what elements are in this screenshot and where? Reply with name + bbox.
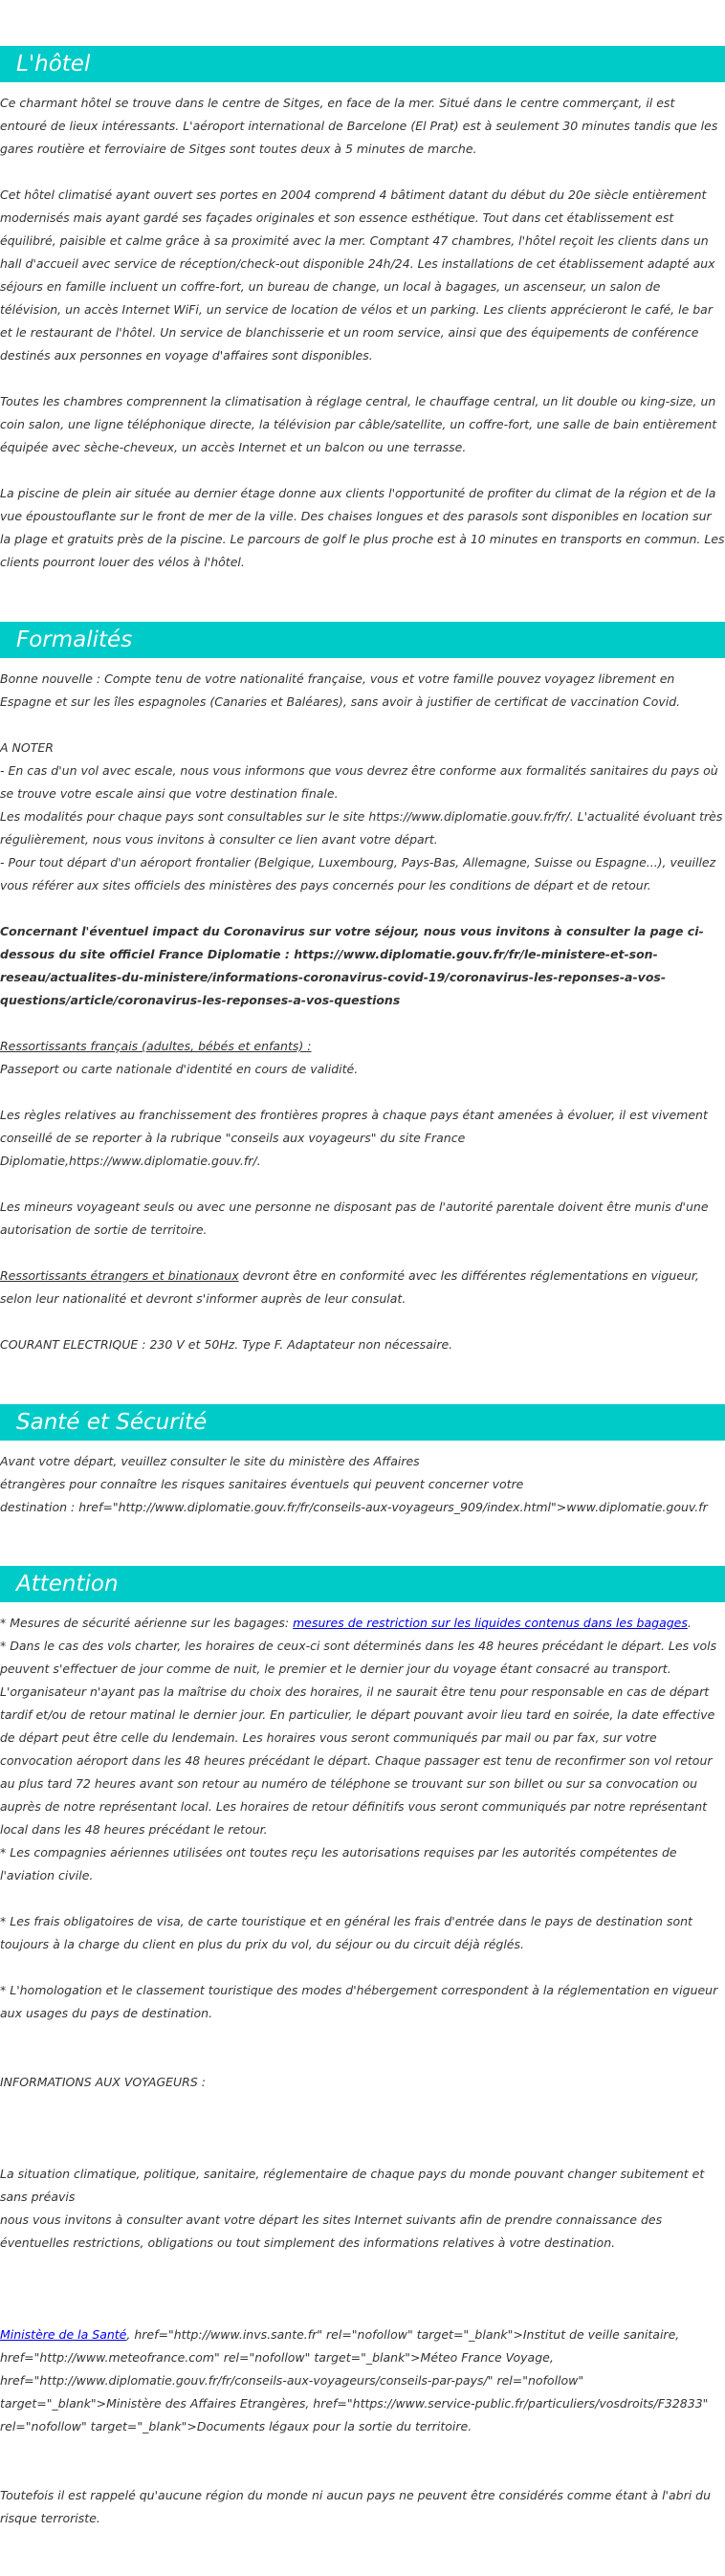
punctuation: .	[687, 1616, 692, 1630]
airlines-item: * Les compagnies aériennes utilisées ont toutes reçu les autorisations requises par les autorités compétentes de l'aviation civile.	[0, 1845, 677, 1882]
french-nationals-text: Passeport ou carte nationale d'identité en cours de validité.	[0, 1062, 359, 1076]
foreign-nationals-text: devront être en conformité avec les différentes réglementations en vigueur, selon leur nationalité et devront s'informer auprès de leur consulat.	[0, 1268, 699, 1306]
attention-body	[0, 1602, 725, 2530]
luggage-security-text: * Mesures de sécurité aérienne sur les bagages:	[0, 1616, 294, 1630]
formalites-intro: Bonne nouvelle : Compte tenu de votre nationalité française, vous et votre famille pouvez voyagez librement en Espagne et sur les îles espagnoles (Canaries et Baléares), sans avoir à justifier de certificat de vaccination Covid.	[0, 672, 681, 709]
hotel-heading: L'hôtel	[0, 46, 725, 82]
foreign-nationals-heading: Ressortissants étrangers et binationaux	[0, 1268, 239, 1283]
note-line: Les modalités pour chaque pays sont consultables sur le site https://www.diplomatie.gouv.fr/fr/. L'actualité évoluant très régulièrement, nous vous invitons à consulter ce lien avant votre départ.	[0, 809, 723, 847]
liquids-restriction-link[interactable]: mesures de restriction sur les liquides contenus dans les bagages	[293, 1616, 688, 1630]
note-line: - En cas d'un vol avec escale, nous vous informons que vous devrez être conforme aux formalités sanitaires du pays où se trouve votre escale ainsi que votre destination finale.	[0, 763, 718, 801]
info-line: nous vous invitons à consulter avant votre départ les sites Internet suivants afin de prendre connaissance des éventuelles restrictions, obligations ou tout simplement des informations relatives à votre destination.	[0, 2213, 663, 2250]
links-text: , href="http://www.invs.sante.fr" rel="nofollow" target="_blank">Institut de veille sanitaire, href="http://www.meteofrance.com" rel="nofollow" target="_blank">Méteo France Voyage, href="http://www.diplomatie.gouv.fr/fr/conseils-aux-voyageurs/conseils-par-pays/" rel="nofollow" target="_blank">Ministère des Affaires Etrangères, href="https://www.service-public.fr/particuliers/vosdroits/F32833" rel="nofollow" target="_blank">Documents légaux pour la sortie du territoire.	[0, 2327, 709, 2433]
hotel-paragraph: Ce charmant hôtel se trouve dans le centre de Sitges, en face de la mer. Situé dans le centre commerçant, il est entouré de lieux intéressants. L'aéroport international de Barcelone (El Prat) est à seulement 30 minutes tandis que les gares routière et ferroviaire de Sitges sont toutes deux à 5 minutes de marche.	[0, 96, 718, 156]
electric-info: COURANT ELECTRIQUE : 230 V et 50Hz. Type F. Adaptateur non nécessaire.	[0, 1337, 453, 1352]
foreign-nationals-paragraph	[0, 1265, 725, 1310]
hotel-paragraph: Cet hôtel climatisé ayant ouvert ses portes en 2004 comprend 4 bâtiment datant du début du 20e siècle entièrement modernisés mais ayant gardé ses façades originales et son essence esthétique. Tout dans cet établissement est équilibré, paisible et calme grâce à sa proximité avec la mer. Comptant 47 chambres, l'hôtel reçoit les clients dans un hall d'accueil avec service de réception/check-out disponible 24h/24. Les installations de cet établissement adapté aux séjours en famille incluent un coffre-fort, un bureau de change, un local à bagages, un ascenseur, un salon de télévision, un accès Internet WiFi, un service de location de vélos et un parking. Les clients apprécieront le café, le bar et le restaurant de l'hôtel. Un service de blanchisserie et un room service, ainsi que des équipements de conférence destinés aux personnes en voyage d'affaires sont disponibles.	[0, 187, 715, 363]
covid-info: Concernant l'éventuel impact du Coronavirus sur votre séjour, nous vous invitons à consulter la page ci-dessous du site officiel France Diplomatie : https://www.diplomatie.gouv.fr/fr/le-ministere-et-son-reseau/actualites-du-ministere/informations-coronavirus-covid-19/coronavirus-les-reponses-a-vos-questions/article/coronavirus-les-reponses-a-vos-questions	[0, 924, 704, 1007]
formalites-section	[0, 622, 725, 1356]
info-line: La situation climatique, politique, sanitaire, réglementaire de chaque pays du monde pouvant changer subitement et sans préavis	[0, 2167, 705, 2204]
visa-fees-item: * Les frais obligatoires de visa, de carte touristique et en général les frais d'entrée dans le pays de destination sont toujours à la charge du client en plus du prix du vol, du séjour ou du circuit déjà réglés.	[0, 1914, 692, 1951]
formalites-heading: Formalités	[0, 622, 725, 658]
charter-flights-item: * Dans le cas des vols charter, les horaires de ceux-ci sont déterminés dans les 48 heures précédant le départ. Les vols peuvent s'effectuer de jour comme de nuit, le premier et le dernier jour du voyage étant consacré au transport. L'organisateur n'ayant pas la maîtrise du choix des horaires, il ne saurait être tenu pour responsable en cas de départ tardif et/ou de retour matinal le dernier jour. En particulier, le départ pouvant avoir lieu tard en soirée, la date effective de départ peut être celle du lendemain. Les horaires vous seront communiqués par mail ou par fax, sur votre convocation aéroport dans les 48 heures précédant le départ. Chaque passager est tenu de reconfirmer son vol retour au plus tard 72 heures avant son retour au numéro de téléphone se trouvant sur son billet ou sur sa convocation ou auprès de notre représentant local. Les horaires de retour définitifs vous seront communiqués par notre représentant local dans les 48 heures précédant le retour.	[0, 1639, 717, 1837]
formalites-body	[0, 658, 725, 1356]
links-paragraph	[0, 2323, 725, 2438]
health-ministry-link[interactable]: Ministère de la Santé	[0, 2327, 127, 2342]
hotel-paragraph: Toutes les chambres comprennent la climatisation à réglage central, le chauffage central, un lit double ou king-size, un coin salon, une ligne téléphonique directe, la télévision par câble/satellite, un coffre-fort, une salle de bain entièrement équipée avec sèche-cheveux, un accès Internet et un balcon ou une terrasse.	[0, 394, 717, 454]
attention-heading: Attention	[0, 1566, 725, 1602]
note-line: - Pour tout départ d'un aéroport frontalier (Belgique, Luxembourg, Pays-Bas, Allemagne, Suisse ou Espagne...), veuillez vous référer aux sites officiels des ministères des pays concernés pour les conditions de départ et de retour.	[0, 855, 716, 892]
minors-text: Les mineurs voyageant seuls ou avec une personne ne disposant pas de l'autorité parentale doivent être munis d'une autorisation de sortie de territoire.	[0, 1200, 709, 1237]
sante-line: Avant votre départ, veuillez consulter le site du ministère des Affaires	[0, 1454, 420, 1468]
note-heading: A NOTER	[0, 740, 54, 755]
hotel-paragraph: La piscine de plein air située au dernier étage donne aux clients l'opportunité de profiter du climat de la région et de la vue époustouflante sur le front de mer de la ville. Des chaises longues et des parasols sont disponibles en location sur la plage et gratuits près de la piscine. Le parcours de golf le plus proche est à 10 minutes en transports en commun. Les clients pourront louer des vélos à l'hôtel.	[0, 486, 725, 569]
sante-line: étrangères pour connaître les risques sanitaires éventuels qui peuvent concerner votre	[0, 1477, 524, 1491]
sante-section	[0, 1404, 725, 1519]
terrorism-notice: Toutefois il est rappelé qu'aucune région du monde ni aucun pays ne peuvent être considérés comme étant à l'abri du risque terroriste.	[0, 2488, 712, 2525]
sante-line: destination : href="http://www.diplomatie.gouv.fr/fr/conseils-aux-voyageurs_909/index.html">www.diplomatie.gouv.fr	[0, 1500, 708, 1514]
accommodation-item: * L'homologation et le classement touristique des modes d'hébergement correspondent à la réglementation en vigueur aux usages du pays de destination.	[0, 1983, 718, 2020]
hotel-body	[0, 82, 725, 574]
sante-heading: Santé et Sécurité	[0, 1404, 725, 1441]
luggage-security-item	[0, 1612, 725, 1635]
attention-section	[0, 1566, 725, 2530]
sante-body	[0, 1441, 725, 1519]
hotel-section	[0, 46, 725, 574]
border-rules-text: Les règles relatives au franchissement des frontières propres à chaque pays étant amenées à évoluer, il est vivement conseillé de se reporter à la rubrique "conseils aux voyageurs" du site France Diplomatie,https://www.diplomatie.gouv.fr/.	[0, 1108, 708, 1168]
french-nationals-heading: Ressortissants français (adultes, bébés et enfants) :	[0, 1039, 312, 1053]
info-heading: INFORMATIONS AUX VOYAGEURS :	[0, 2075, 206, 2089]
